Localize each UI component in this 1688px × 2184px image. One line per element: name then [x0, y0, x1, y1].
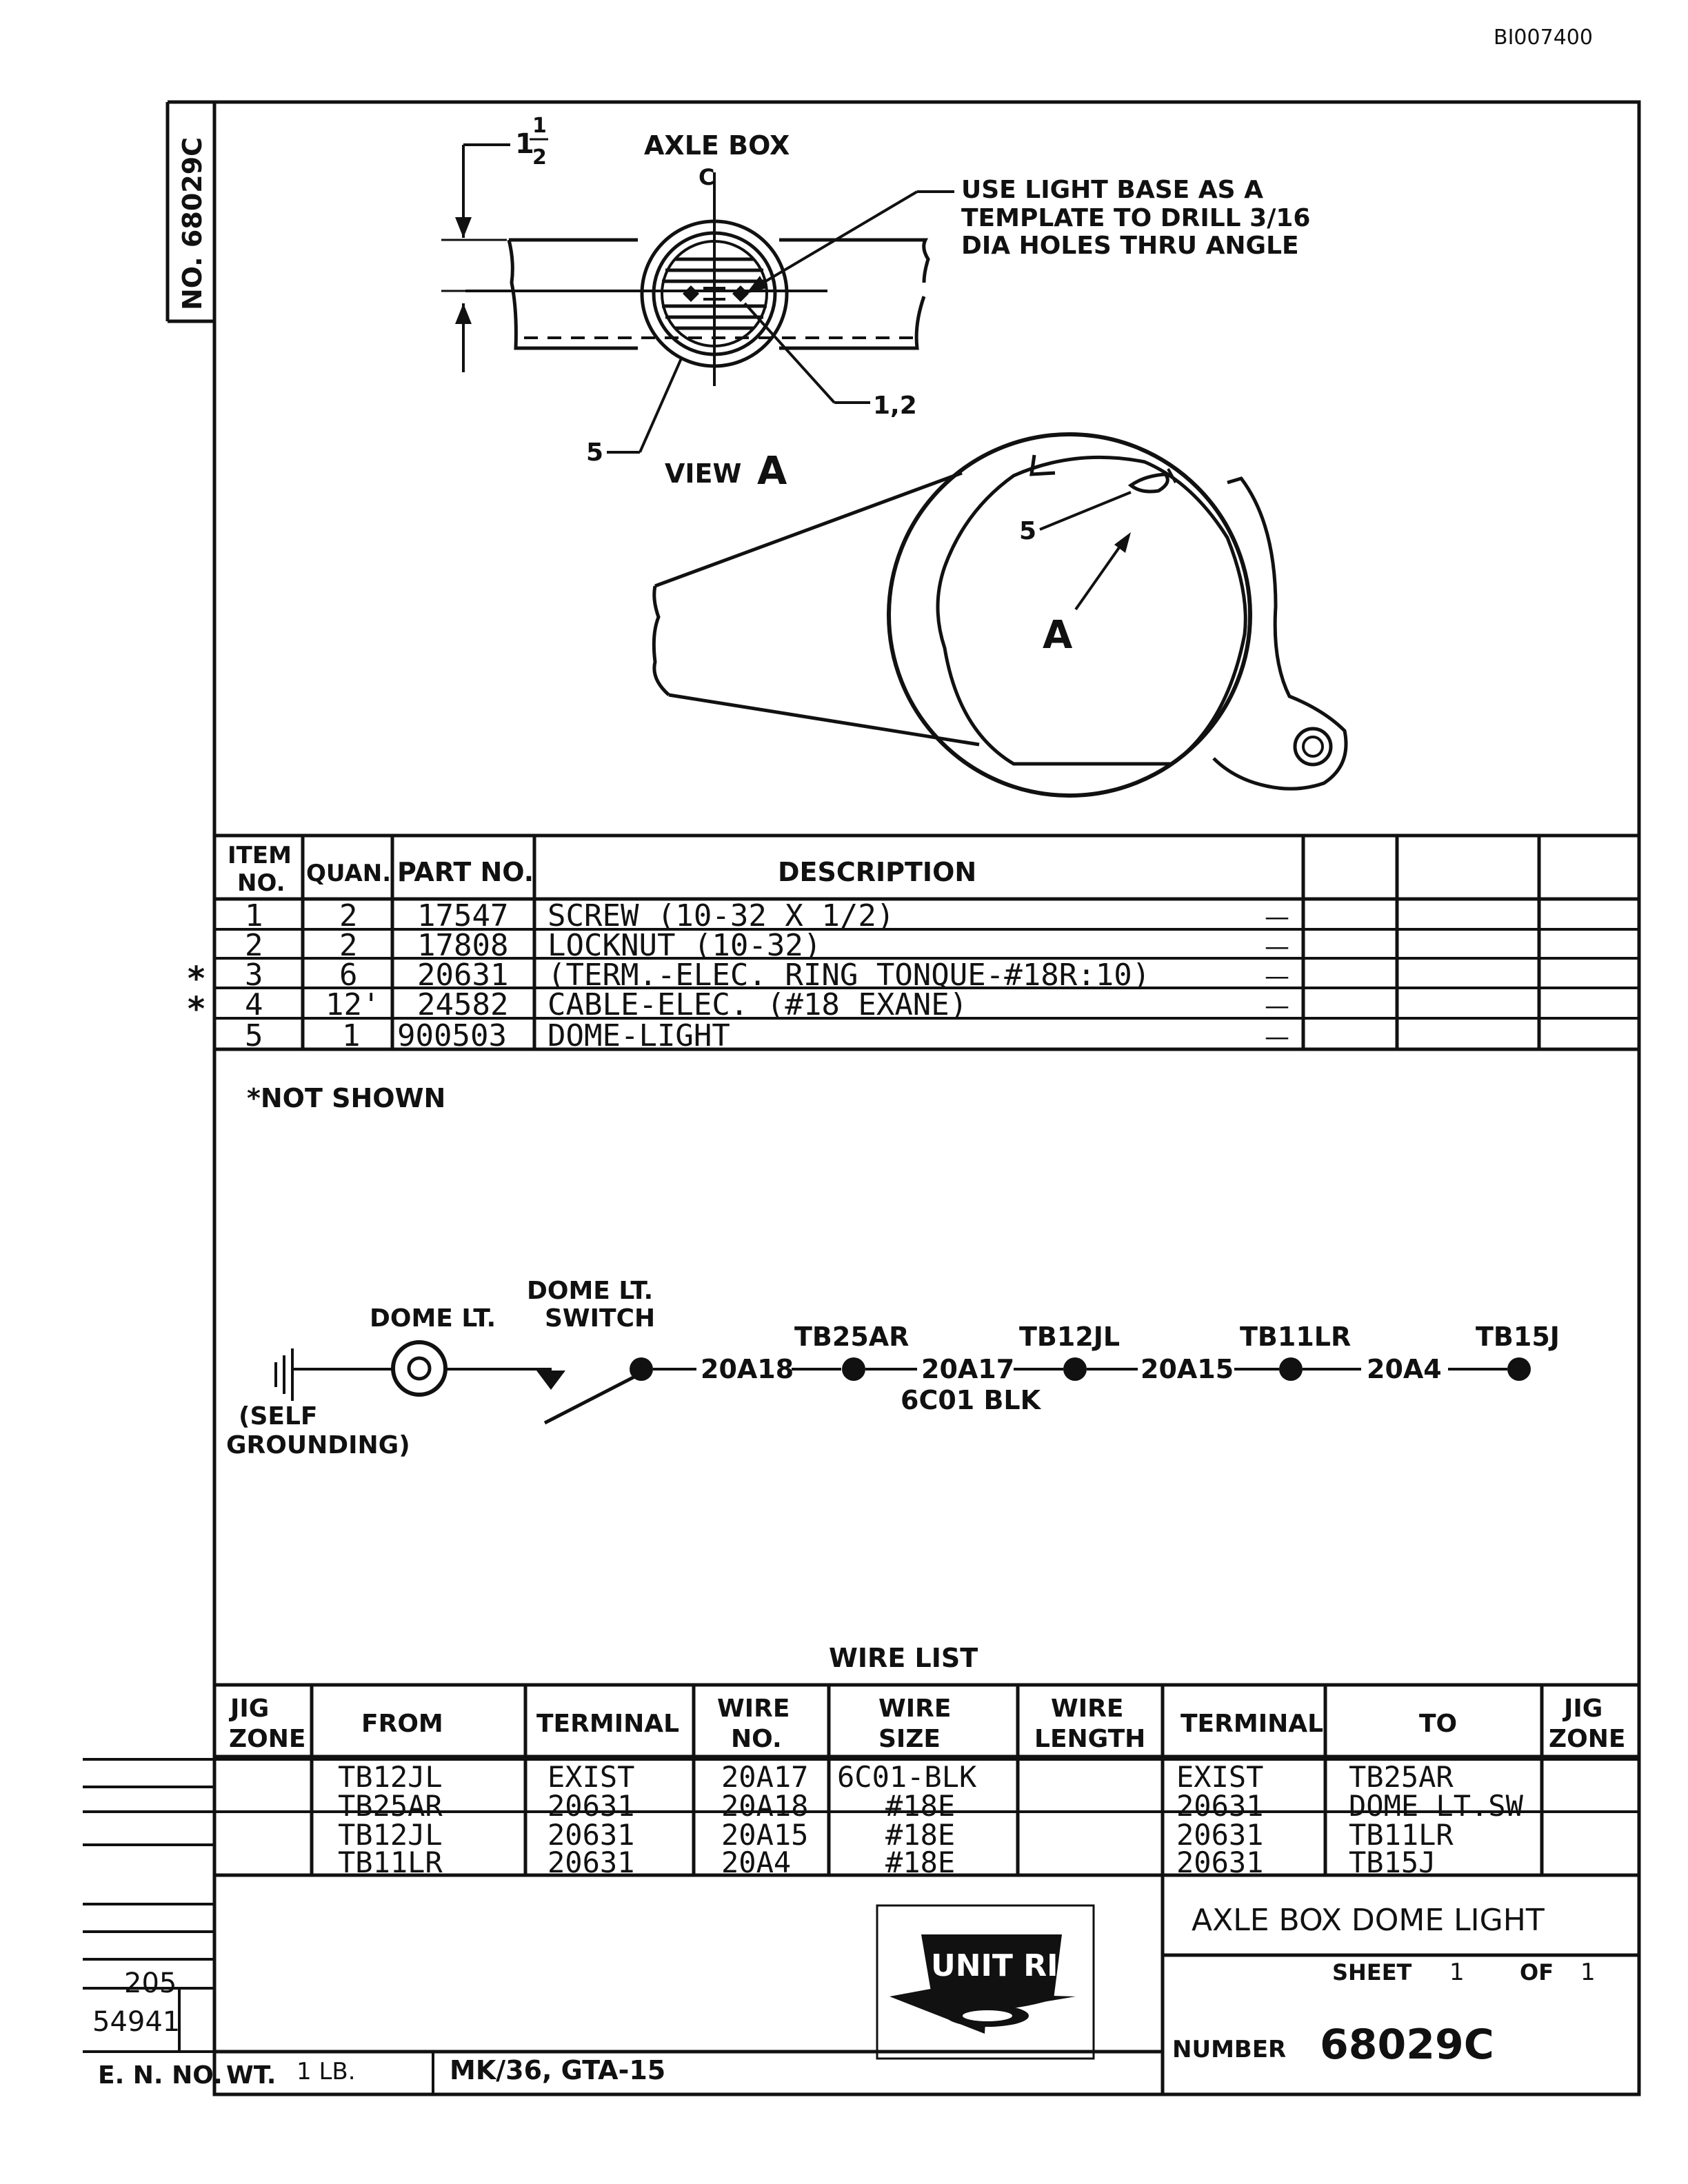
wire-header-wire-no-a: WIRE	[717, 1695, 790, 1723]
dome-light-switch-label-1: DOME LT.	[527, 1277, 654, 1305]
wire-terminal-from: 20631	[547, 1846, 635, 1879]
parts-header-item-2: NO.	[237, 869, 285, 897]
wire-size: 6C01-BLK	[837, 1760, 977, 1794]
wire-header-wire-size-b: SIZE	[878, 1725, 941, 1753]
dimension-denominator: 2	[532, 145, 547, 170]
wire-number: 20A4	[721, 1846, 792, 1879]
wire-header-jig-2b: ZONE	[1549, 1725, 1626, 1753]
parts-header-item-1: ITEM	[228, 842, 292, 869]
wire-size: #18E	[885, 1789, 956, 1823]
template-note-line-2: TEMPLATE TO DRILL 3/16	[961, 204, 1311, 232]
wire-label-20a4: 20A4	[1367, 1354, 1442, 1384]
parts-description: CABLE-ELEC. (#18 EXANE)	[547, 987, 968, 1022]
wire-header-terminal-2: TERMINAL	[1180, 1710, 1324, 1738]
parts-description: SCREW (10-32 X 1/2)	[547, 898, 895, 933]
wire-header-wire-length-b: LENGTH	[1034, 1725, 1146, 1753]
parts-dash: —	[1265, 933, 1289, 961]
wire-from: TB12JL	[338, 1760, 443, 1794]
terminal-tb15j: TB15J	[1476, 1322, 1560, 1352]
wire-terminal-to: EXIST	[1176, 1760, 1264, 1794]
view-label-letter: A	[757, 449, 787, 494]
sheet-total: 1	[1580, 1959, 1596, 1986]
parts-quantity: 2	[339, 898, 358, 933]
wire-terminal-from: EXIST	[547, 1760, 635, 1794]
weight-label: WT.	[226, 2061, 277, 2090]
wire-label-20a15: 20A15	[1141, 1354, 1234, 1384]
wire-list	[83, 1643, 1639, 1904]
dome-light-label: DOME LT.	[370, 1304, 496, 1333]
unit-rig-logo-text: UNIT RIG	[931, 1948, 1083, 1983]
parts-list	[188, 836, 1639, 1113]
parts-description: (TERM.-ELEC. RING TONQUE-#18R:10)	[547, 958, 1151, 993]
parts-item-no: 1	[245, 898, 263, 933]
dimension-numerator: 1	[532, 114, 547, 138]
parts-header-quan: QUAN.	[306, 860, 392, 887]
parts-not-shown-star: *	[188, 960, 205, 998]
parts-quantity: 12'	[325, 987, 381, 1022]
sheet-of-label: OF	[1520, 1959, 1554, 1985]
wire-header-wire-size-a: WIRE	[878, 1695, 952, 1723]
callout-5-view-a: 5	[586, 438, 604, 467]
side-drawing-number: NO. 68029C	[177, 136, 208, 310]
models: MK/36, GTA-15	[450, 2055, 666, 2085]
wiring-schematic	[226, 1277, 1560, 1459]
wire-header-terminal-1: TERMINAL	[536, 1710, 680, 1738]
drawing-title: AXLE BOX DOME LIGHT	[1192, 1903, 1545, 1938]
axle-box-title: AXLE BOX	[644, 130, 790, 161]
parts-item-no: 3	[245, 958, 263, 993]
dome-light-switch-label-2: SWITCH	[545, 1304, 656, 1333]
parts-part-number: 17547	[417, 898, 509, 933]
wire-to: TB11LR	[1349, 1818, 1454, 1852]
wire-number: 20A18	[721, 1789, 809, 1823]
parts-footnote: *NOT SHOWN	[247, 1083, 446, 1113]
callout-1-2: 1,2	[873, 392, 917, 420]
wire-from: TB11LR	[338, 1846, 443, 1879]
terminal-tb12jl: TB12JL	[1019, 1322, 1121, 1352]
dimension-whole: 1	[515, 128, 534, 160]
en-number-label: E. N. NO.	[98, 2061, 223, 2090]
title-block	[83, 1875, 1639, 2094]
parts-item-no: 4	[245, 987, 263, 1022]
wire-number: 20A17	[721, 1760, 809, 1794]
parts-part-number: 24582	[417, 987, 509, 1022]
parts-description: LOCKNUT (10-32)	[547, 928, 822, 963]
wire-to: DOME LT.SW	[1349, 1789, 1523, 1823]
sheet-number: 1	[1449, 1959, 1465, 1986]
terminal-tb11lr: TB11LR	[1240, 1322, 1352, 1352]
template-note-line-3: DIA HOLES THRU ANGLE	[961, 232, 1299, 260]
wire-header-from: FROM	[361, 1710, 443, 1738]
drawing-number: 68029C	[1320, 2021, 1494, 2069]
parts-header-part: PART NO.	[397, 857, 534, 887]
parts-part-number: 20631	[417, 958, 509, 993]
wire-number: 20A15	[721, 1818, 809, 1852]
callout-5-assembly: 5	[1019, 517, 1037, 545]
wire-header-wire-length-a: WIRE	[1051, 1695, 1124, 1723]
unit-rig-logo	[877, 1905, 1094, 2059]
wire-size: #18E	[885, 1818, 956, 1852]
weight-value: 1 LB.	[297, 2058, 356, 2085]
parts-item-no: 5	[245, 1018, 263, 1053]
wire-list-title: WIRE LIST	[829, 1643, 978, 1673]
terminal-tb25ar: TB25AR	[794, 1322, 910, 1352]
wire-label-20a18: 20A18	[701, 1354, 794, 1384]
wire-to: TB15J	[1349, 1846, 1436, 1879]
assembly-view-arrow-label: A	[1043, 613, 1073, 658]
wire-terminal-to: 20631	[1176, 1818, 1264, 1852]
parts-quantity: 2	[339, 928, 358, 963]
parts-part-number: 900503	[397, 1018, 507, 1053]
wire-terminal-from: 20631	[547, 1818, 635, 1852]
parts-dash: —	[1265, 1023, 1289, 1051]
en-number-54941: 54941	[92, 2006, 181, 2038]
wire-terminal-from: 20631	[547, 1789, 635, 1823]
parts-dash: —	[1265, 992, 1289, 1020]
wire-terminal-to: 20631	[1176, 1789, 1264, 1823]
wire-header-jig-1b: ZONE	[229, 1725, 306, 1753]
sheet-label: SHEET	[1332, 1959, 1412, 1985]
number-label: NUMBER	[1172, 2036, 1287, 2063]
wire-header-to: TO	[1419, 1710, 1458, 1738]
parts-quantity: 6	[339, 958, 358, 993]
wire-from: TB12JL	[338, 1818, 443, 1852]
parts-dash: —	[1265, 962, 1289, 991]
view-label: VIEW	[665, 458, 742, 489]
self-grounding-label-1: (SELF	[239, 1402, 318, 1430]
parts-description: DOME-LIGHT	[547, 1018, 730, 1053]
template-note-line-1: USE LIGHT BASE AS A	[961, 176, 1263, 204]
wire-from: TB25AR	[338, 1789, 443, 1823]
parts-quantity: 1	[342, 1018, 361, 1053]
parts-header-description: DESCRIPTION	[778, 857, 977, 887]
wire-header-wire-no-b: NO.	[731, 1725, 782, 1753]
parts-not-shown-star: *	[188, 990, 205, 1029]
wire-label-20a17: 20A17	[921, 1354, 1015, 1384]
self-grounding-label-2: GROUNDING)	[226, 1431, 410, 1459]
document-id: BI007400	[1494, 26, 1593, 50]
wire-terminal-to: 20631	[1176, 1846, 1264, 1879]
parts-part-number: 17808	[417, 928, 509, 963]
centerline-symbol: C	[699, 164, 715, 190]
wire-header-jig-1a: JIG	[230, 1695, 270, 1723]
wire-label-6c01-blk: 6C01 BLK	[901, 1385, 1041, 1415]
en-number-205: 205	[124, 1968, 177, 1999]
parts-item-no: 2	[245, 928, 263, 963]
wire-header-jig-2a: JIG	[1564, 1695, 1603, 1723]
parts-dash: —	[1265, 903, 1289, 931]
view-a	[441, 114, 1310, 494]
wire-to: TB25AR	[1349, 1760, 1454, 1794]
wire-size: #18E	[885, 1846, 956, 1879]
